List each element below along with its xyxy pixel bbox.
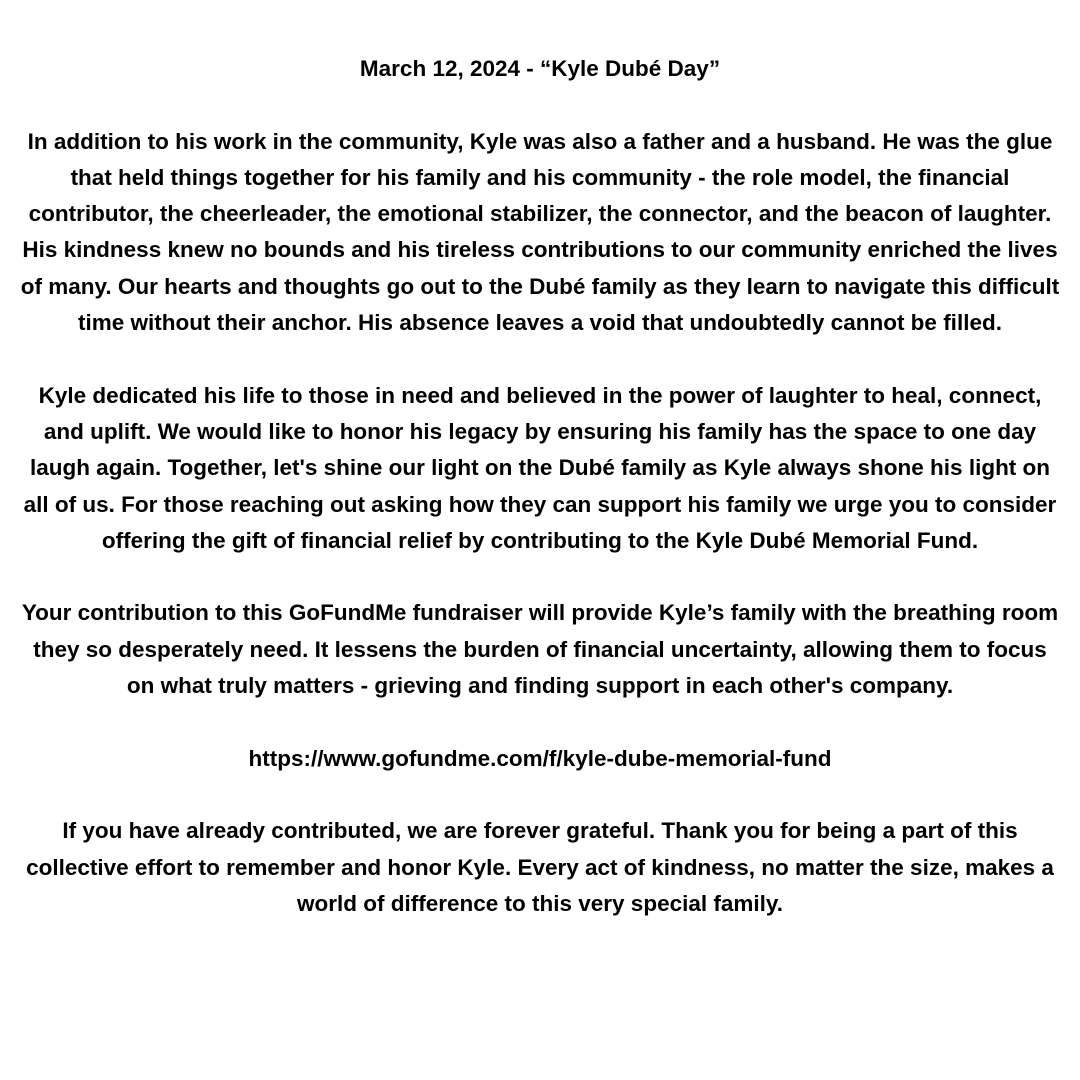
paragraph-contribution: Your contribution to this GoFundMe fundraiser will provide Kyle’s family with the breathing room they so desperately need. It lessens the burden of financial uncertainty, allowing them to focus on what truly matters - grieving and finding support in each other's company. [21, 600, 1059, 699]
document-page [20, 51, 1060, 1071]
paragraph-community: In addition to his work in the community, Kyle was also a father and a husband. He was the glue that held things together for his family and his community - the role model, the financial contributor, the cheerleader, the emotional stabilizer, the connector, and the beacon of laughter. His kindness knew no bounds and his tireless contributions to our community enriched the lives of many. Our hearts and thoughts go out to the Dubé family as they learn to navigate this difficult time without their anchor. His absence leaves a void that undoubtedly cannot be filled. [20, 128, 1060, 336]
paragraph-closing: If you have already contributed, we are forever grateful. Thank you for being a part of this collective effort to remember and honor Kyle. Every act of kindness, no matter the size, makes a world of difference to this very special family. [26, 818, 1054, 916]
fundraiser-link: https://www.gofundme.com/f/kyle-dube-memorial-fund [248, 745, 832, 771]
page-title: March 12, 2024 - “Kyle Dubé Day” [359, 56, 721, 81]
paragraph-legacy: Kyle dedicated his life to those in need and believed in the power of laughter to heal, connect, and uplift. We would like to honor his legacy by ensuring his family has the space to one day laugh again. Together, let's shine our light on the Dubé family as Kyle always shone his light on all of us. For those reaching out asking how they can support his family we urge you to consider offering the gift of financial relief by contributing to the Kyle Dubé Memorial Fund. [23, 382, 1057, 553]
